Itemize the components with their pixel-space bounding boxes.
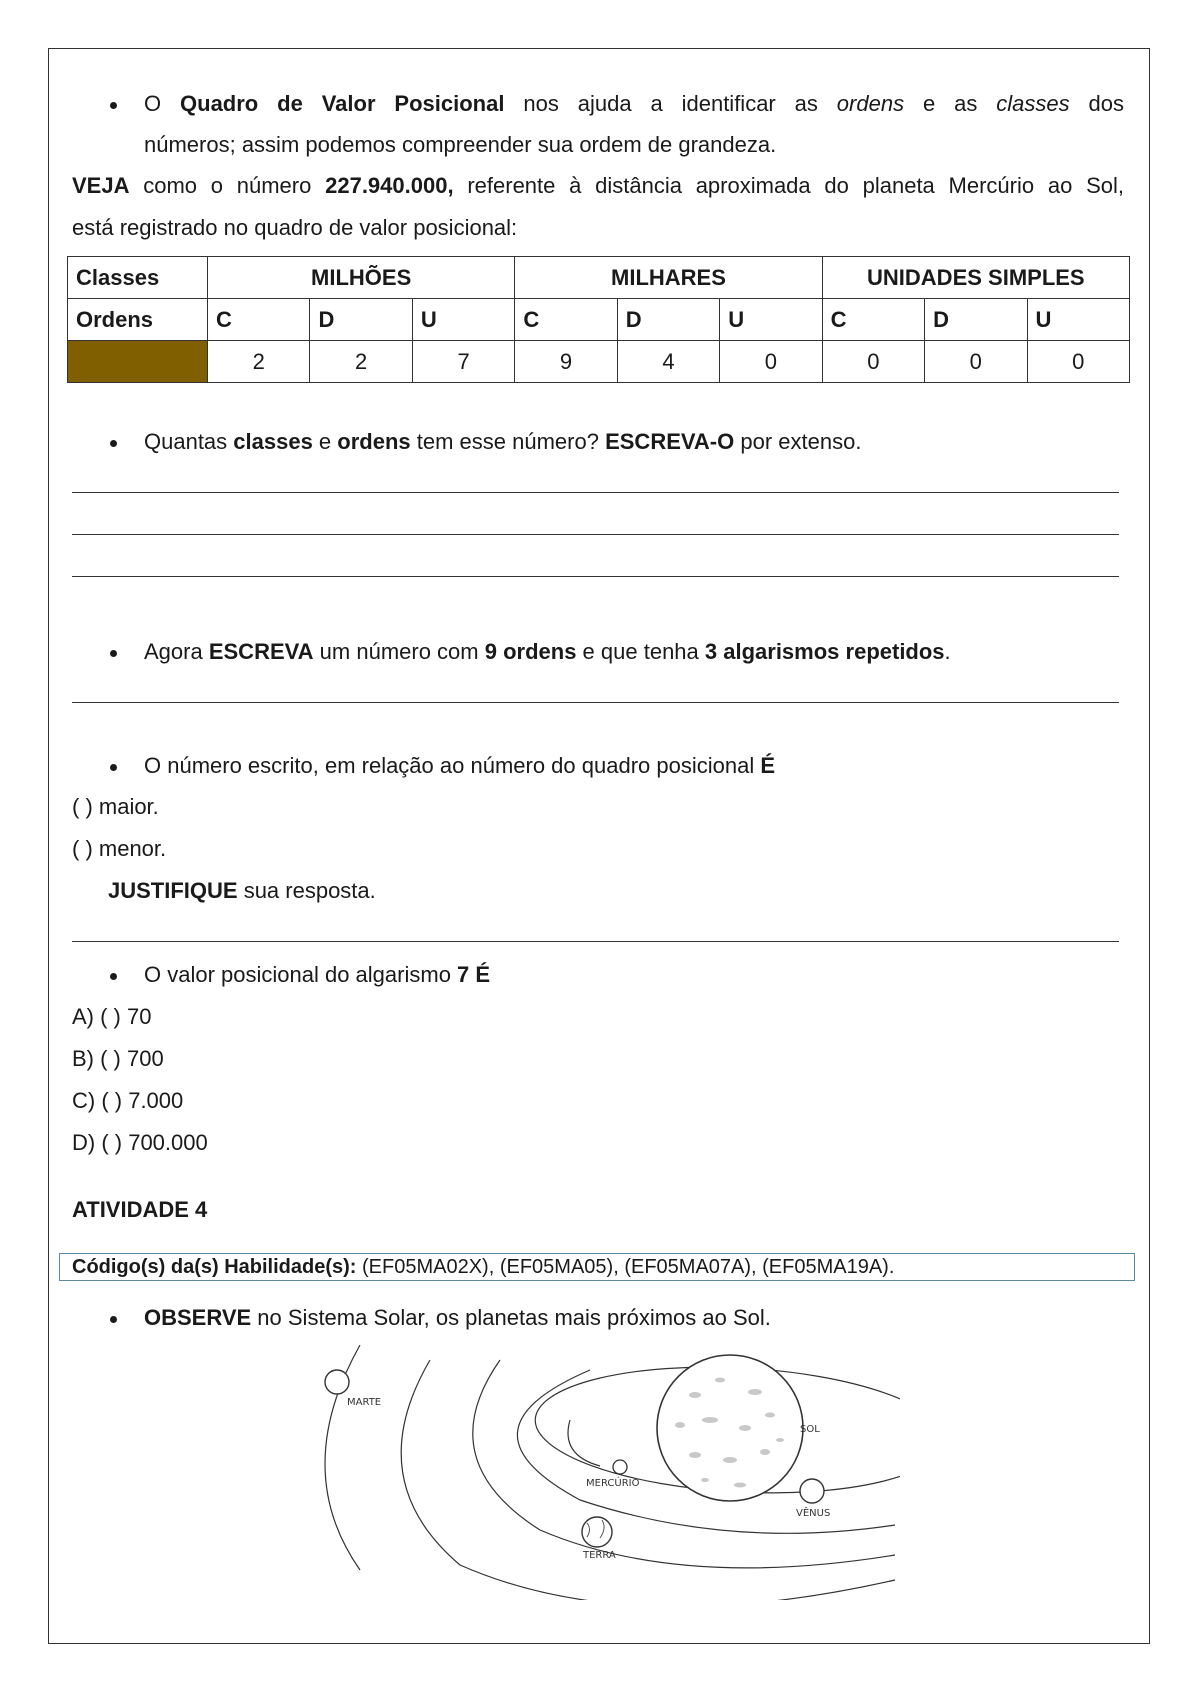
answer-line[interactable]	[72, 702, 1119, 703]
answer-line[interactable]	[72, 941, 1119, 942]
option-maior[interactable]: ( ) maior.	[72, 794, 159, 819]
table-row-digits	[68, 341, 1130, 383]
observe-instruction: OBSERVE no Sistema Solar, os planetas mais próximos ao Sol.	[144, 1305, 771, 1330]
justify-instruction: JUSTIFIQUE sua resposta.	[108, 878, 376, 903]
order-header: C	[822, 299, 924, 341]
digit-cell: 9	[515, 341, 617, 383]
table-row-orders	[68, 299, 1130, 341]
class-header-millions: MILHÕES	[208, 257, 515, 299]
digit-cell: 7	[412, 341, 514, 383]
digit-cell: 2	[310, 341, 412, 383]
answer-line[interactable]	[72, 576, 1119, 577]
option-d[interactable]: D) ( ) 700.000	[72, 1130, 208, 1155]
label-sol: SOL	[800, 1424, 820, 1435]
order-header: U	[1027, 299, 1130, 341]
shaded-cell	[68, 341, 208, 383]
mercury-planet	[613, 1460, 627, 1474]
intro-line-1: O Quadro de Valor Posicional nos ajuda a identificar as ordens e as classes dos	[144, 91, 1124, 116]
order-header: D	[310, 299, 412, 341]
earth-planet	[582, 1517, 612, 1547]
bullet-icon	[110, 102, 117, 109]
option-a[interactable]: A) ( ) 70	[72, 1004, 152, 1029]
veja-line-1: VEJA como o número 227.940.000, referente à distância aproximada do planeta Mercúrio ao Sol,	[72, 173, 1124, 198]
orbit-line	[568, 1420, 600, 1466]
question-classes-ordens: Quantas classes e ordens tem esse número? ESCREVA-O por extenso.	[144, 429, 862, 454]
question-positional-value: O valor posicional do algarismo 7 É	[144, 962, 491, 987]
digit-cell: 0	[925, 341, 1027, 383]
ordens-label: Ordens	[68, 299, 208, 341]
order-header: C	[208, 299, 310, 341]
digit-cell: 0	[822, 341, 924, 383]
option-c[interactable]: C) ( ) 7.000	[72, 1088, 184, 1113]
answer-line[interactable]	[72, 534, 1119, 535]
digit-cell: 4	[617, 341, 719, 383]
venus-planet	[800, 1479, 824, 1503]
label-marte: MARTE	[347, 1397, 382, 1408]
bullet-icon	[110, 764, 117, 771]
digit-cell: 2	[208, 341, 310, 383]
class-header-thousands: MILHARES	[515, 257, 822, 299]
table-row-classes	[68, 257, 1130, 299]
skills-box: Código(s) da(s) Habilidade(s): (EF05MA02X), (EF05MA05), (EF05MA07A), (EF05MA19A).	[59, 1253, 1135, 1281]
option-menor[interactable]: ( ) menor.	[72, 836, 167, 861]
bullet-icon	[110, 440, 117, 447]
bullet-icon	[110, 1316, 117, 1323]
class-header-units: UNIDADES SIMPLES	[822, 257, 1129, 299]
order-header: D	[925, 299, 1027, 341]
answer-line[interactable]	[72, 492, 1119, 493]
order-header: C	[515, 299, 617, 341]
classes-label: Classes	[68, 257, 208, 299]
question-write-number: Agora ESCREVA um número com 9 ordens e que tenha 3 algarismos repetidos.	[144, 639, 951, 664]
place-value-table	[67, 256, 1130, 383]
order-header: U	[720, 299, 822, 341]
solar-system-diagram	[300, 1340, 900, 1600]
mars-planet	[325, 1370, 349, 1394]
order-header: U	[412, 299, 514, 341]
sun	[657, 1355, 803, 1501]
bullet-icon	[110, 650, 117, 657]
activity-heading: ATIVIDADE 4	[72, 1197, 208, 1222]
label-mercurio: MERCÚRIO	[586, 1478, 640, 1489]
digit-cell: 0	[720, 341, 822, 383]
order-header: D	[617, 299, 719, 341]
label-venus: VÊNUS	[796, 1508, 831, 1519]
question-compare: O número escrito, em relação ao número do quadro posicional É	[144, 753, 776, 778]
label-terra: TERRA	[583, 1550, 616, 1561]
digit-cell: 0	[1027, 341, 1130, 383]
bullet-icon	[110, 973, 117, 980]
intro-line-2: números; assim podemos compreender sua ordem de grandeza.	[144, 132, 777, 157]
veja-line-2: está registrado no quadro de valor posicional:	[72, 215, 518, 240]
option-b[interactable]: B) ( ) 700	[72, 1046, 164, 1071]
